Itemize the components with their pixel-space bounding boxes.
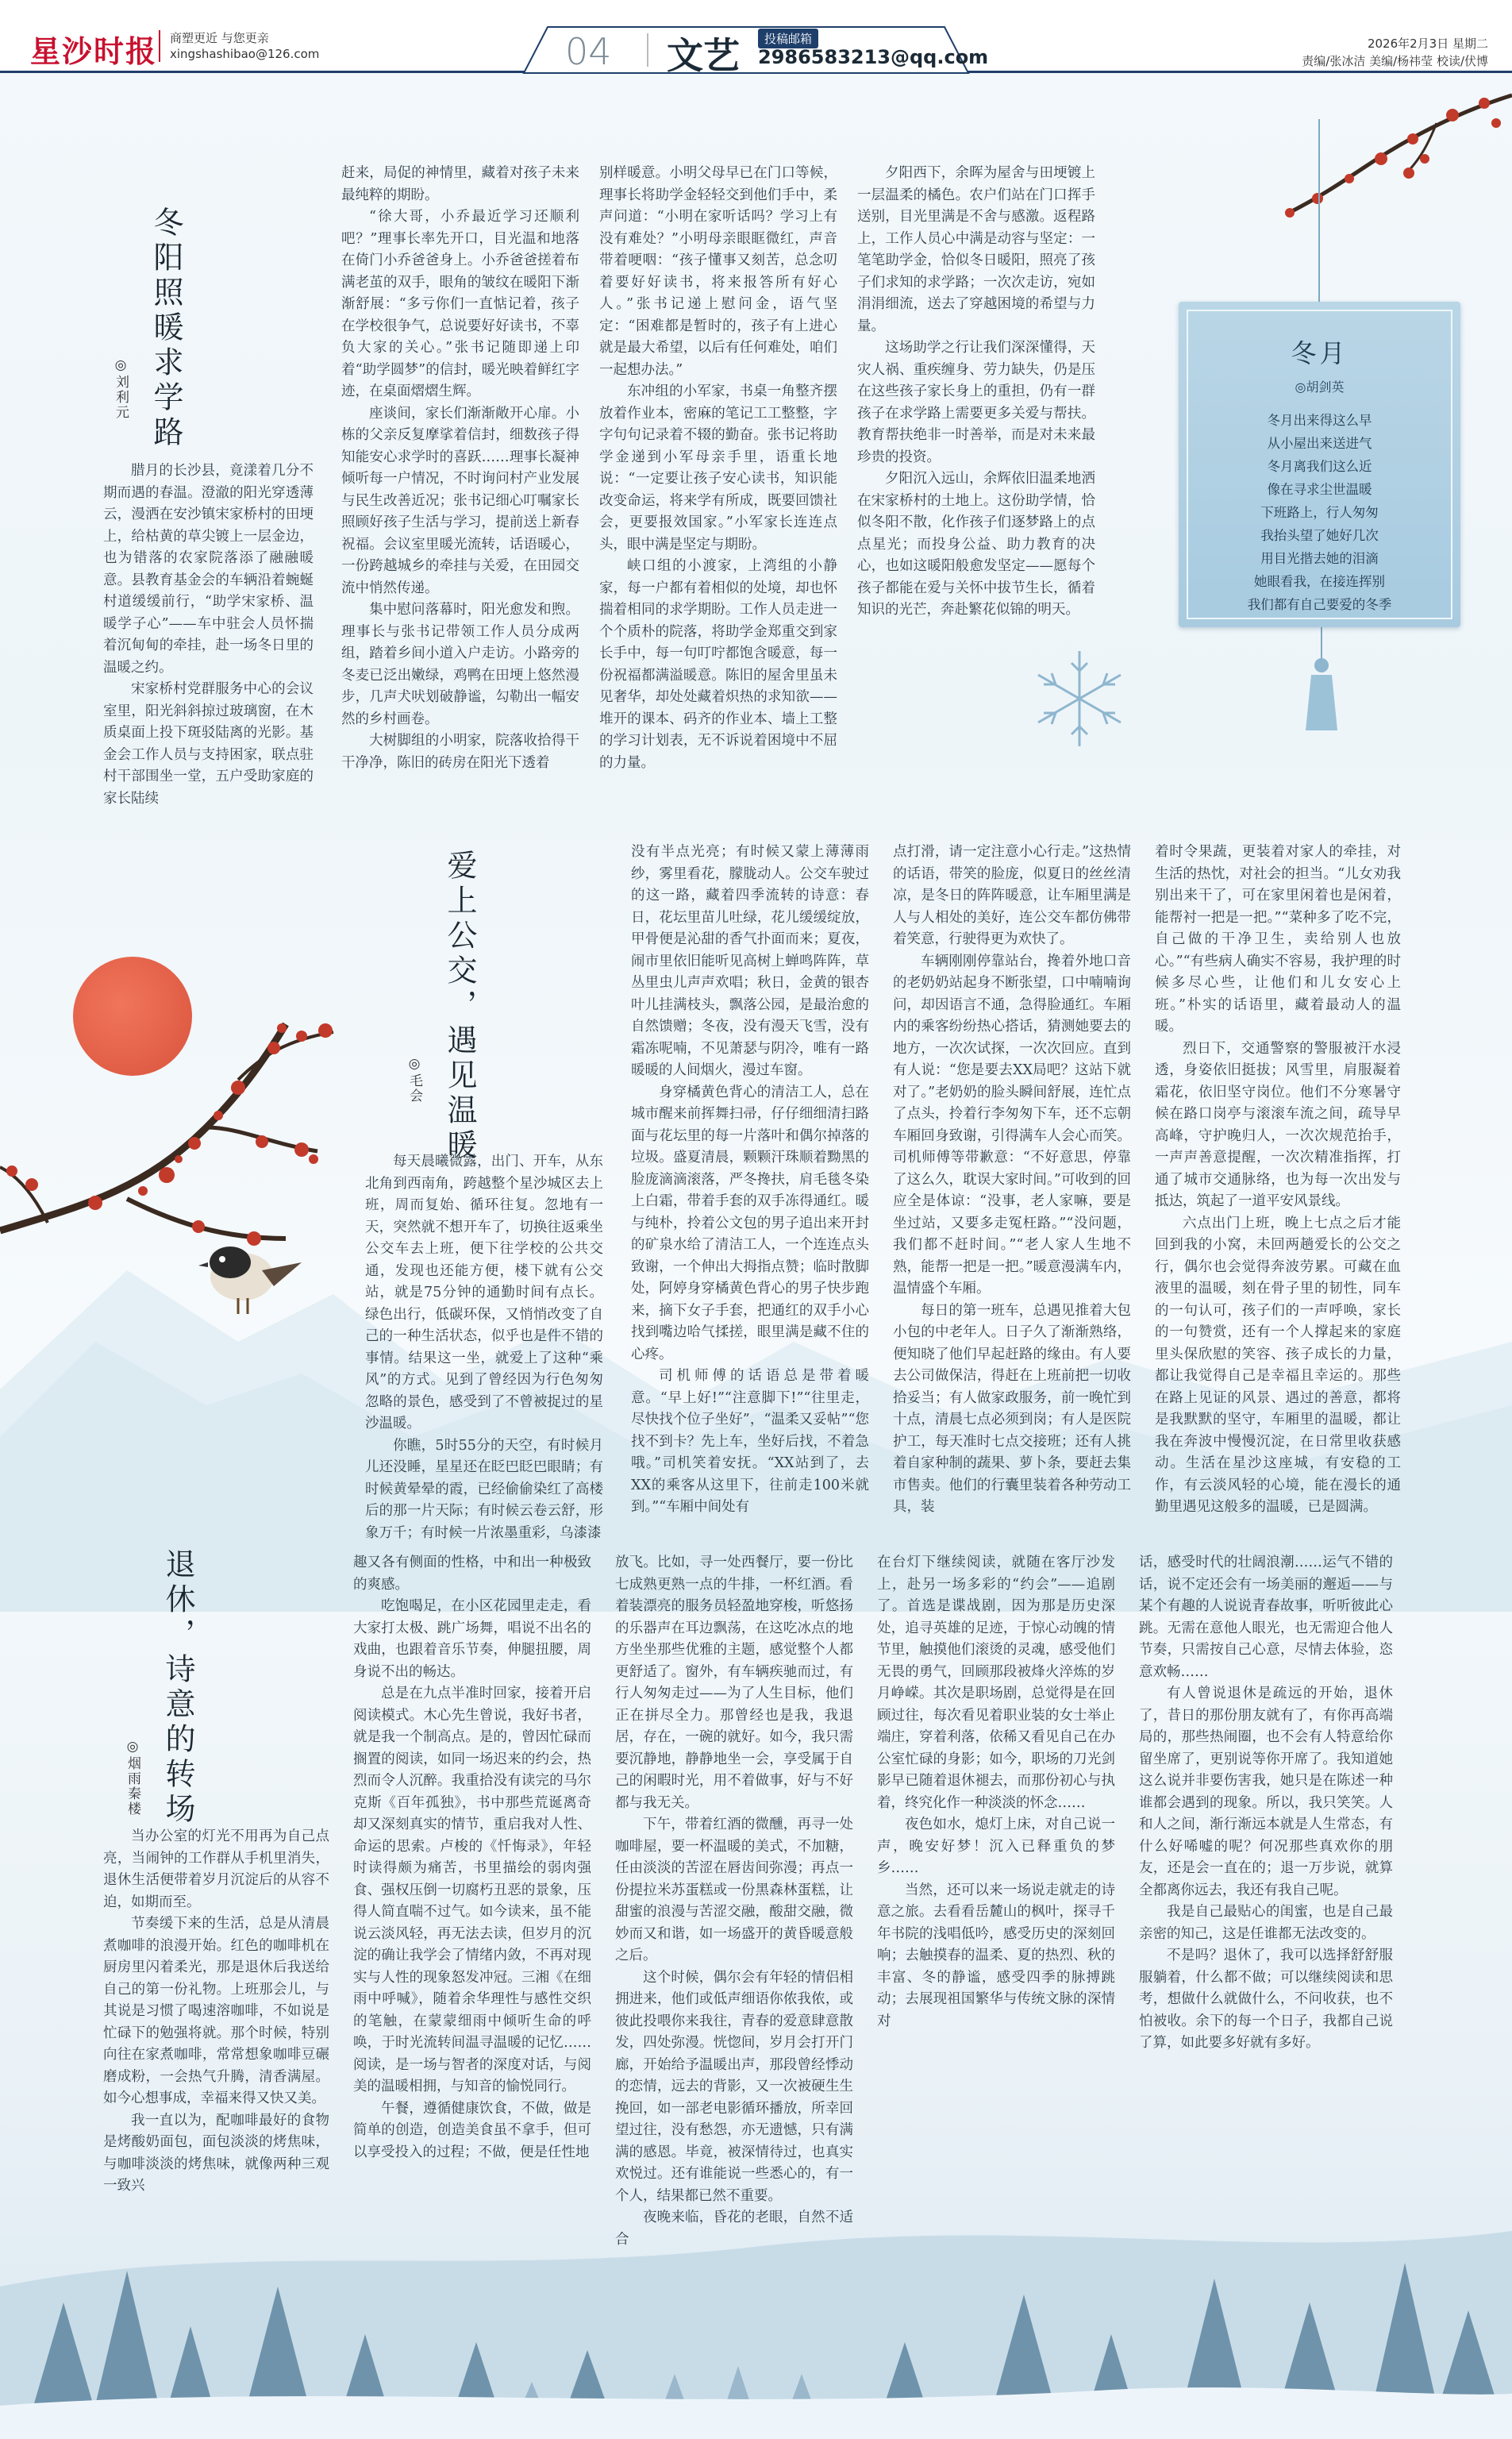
paragraph: 夕阳西下，余晖为屋舍与田埂镀上一层温柔的橘色。农户们站在门口挥手送别，目光里满是不舍与感激。返程路上，工作人员心中满是动容与坚定：一笔笔助学金，恰似冬日暖阳，照亮了孩子们求知的求学路；一次次走访，宛如涓涓细流，送去了穿越困境的希望与力量。 <box>857 165 1095 334</box>
article-column <box>353 1552 591 2239</box>
paragraph: 大树脚组的小明家，院落收拾得干干净净，陈旧的砖房在阳光下透着 <box>341 733 579 771</box>
article-author-bus: ◎毛会 <box>406 1056 422 1104</box>
poem-line: 冬月出来得这么早 <box>1267 413 1372 428</box>
article-title-retire: 退休，诗意的转场 <box>160 1548 195 1828</box>
article-column <box>341 163 579 786</box>
poem-line: 冬月离我们这么近 <box>1267 459 1372 474</box>
poem-line: 下班路上，行人匆匆 <box>1260 505 1379 520</box>
paragraph: 腊月的长沙县，竟漾着几分不期而遇的春温。澄澈的阳光穿透薄云，漫洒在安沙镇宋家桥村的田埂上，给枯黄的草尖镀上一层金边，也为错落的农家院落添了融融暖意。县教育基金会的车辆沿着蜿蜒村道缓缓前行，“助学宋家桥、温暖学子心”——车中驻会人员怀揣着沉甸甸的牵挂，赴一场冬日里的温暖之约。 <box>103 463 314 676</box>
plum-branch-bird <box>0 889 413 1366</box>
bird <box>198 1246 302 1314</box>
paragraph: 这个时候，偶尔会有年轻的情侣相拥进来，他们或低声细语你侬我侬，或彼此投喂你来我往，青春的爱意肆意散发，四处弥漫。恍惚间，岁月会打开门廊，开始给予温暖出声，那段曾经悸动的恋情，远去的背影，又一次被硬生生挽回，如一部老电影循环播放，所幸回望过往，没有愁怨，亦无遗憾，只有满满的感恩。毕竟，被深情待过，也真实欢悦过。还有谁能说一些悉心的，有一个人，结果都已然不重要。 <box>615 1969 853 2204</box>
section-title: 文艺 <box>667 34 740 77</box>
paragraph: 车辆刚刚停靠站台，搀着外地口音的老奶奶站起身不断张望，口中喃喃询问，却因语言不通，急得脸通红。车厢内的乘客纷纷热心搭话，猜测她要去的地方，一次次试探，一次次回应。直到有人说：“您是要去XX局吧？这站下就对了。”老奶奶的脸头瞬间舒展，连忙点了点头，拎着行李匆匆下车，还不忘朝车厢回身致谢，引得满车人会心而笑。司机师傅等带歉意：“不好意思，停靠了这么久，耽误大家时间。”可收到的回应全是体谅：“没事，老人家嘛，要是坐过站，又要多走冤枉路。”“没问题，我们都不赶时间。”“老人家人生地不熟，能帮一把是一把。”暖意漫满车内，温情盛个车厢。 <box>893 953 1131 1297</box>
paragraph: 宋家桥村党群服务中心的会议室里，阳光斜斜掠过玻璃窗，在木质桌面上投下斑驳陆离的光影。基金会工作人员与支持困家，联点驻村干部围坐一堂，五户受助家庭的家长陆续 <box>103 681 314 807</box>
article-column <box>615 1552 853 2248</box>
issue-info <box>1302 35 1488 70</box>
poem-line: 从小屋出来送进气 <box>1267 436 1372 451</box>
paragraph: 我是自己最贴心的闺蜜，也是自己最亲密的知己，这是任谁都无法改变的。 <box>1139 1904 1393 1942</box>
poem-line: 用目光揩去她的泪滴 <box>1260 551 1379 566</box>
paragraph: 夕阳沉入远山，余辉依旧温柔地洒在宋家桥村的土地上。这份助学情，恰似冬阳不散，化作孩子们逐梦路上的点点星光；而投身公益、助力教育的决心，也如这暖阳般愈发坚定——愿每个孩子都能在爱与关怀中拔节生长，循着知识的光芒，奔赴繁花似锦的明天。 <box>857 471 1095 618</box>
paragraph: 座谈间，家长们渐渐敞开心扉。小栋的父亲反复摩挲着信封，细数孩子得知能安心求学时的喜跃……理事长凝神倾听每一户情况，不时询问村产业发展与民生改善近况；张书记细心叮嘱家长照顾好孩子生活与学习，提前送上新春祝福。会议室里暖光流转，话语暖心，一份跨越城乡的牵挂与关爱，在田园交流中悄然传递。 <box>341 405 579 596</box>
paragraph: 下午，带着红酒的微醺，再寻一处咖啡屋，要一杯温暖的美式，不加糖，任由淡淡的苦涩在唇齿间弥漫；再点一份提拉米苏蛋糕或一份黑森林蛋糕，让甜蜜的浪漫与苦涩交融，酸甜交融，微妙而又和谐，如一场盛开的黄昏暖意般之后。 <box>615 1817 853 1963</box>
article-column <box>1155 842 1401 1532</box>
article-column <box>893 842 1131 1532</box>
paragraph: 司机师傅的话语总是带着暖意。“早上好!”“注意脚下!”“往里走，尽快找个位子坐好”，“温柔又妥帖”“您找不到卡？先上车，坐好后找，不着急哦。”司机笑着安抚。“XX站到了，去XX的乘客从这里下，往前走100米就到。”“车厢中间处有 <box>631 1368 869 1515</box>
slogan-line2: xingshashibao@126.com <box>170 47 320 61</box>
poem-line: 她眼看我，在接连挥别 <box>1254 574 1385 589</box>
paragraph: 总是在九点半准时回家，接着开启阅读模式。木心先生曾说，我好书者，就是我一个制高点。是的，曾因忙碌而搁置的阅读，如同一场迟来的约会，热烈而令人沉醉。我重拾没有读完的马尔克斯《百年孤独》，书中那些荒诞离奇却又深刻真实的情节，重启我对人性、命运的思索。卢梭的《忏悔录》，年轻时读得颇为痛苦，书里描绘的弱肉强食、强权压倒一切腐朽丑恶的景象，压得人简直喘不过气。如今读来，虽不能说云淡风轻，再无法去读，但岁月的沉淀的确让我学会了情绪内敛，不再对现实与人性的现象怒发冲冠。三湘《在细雨中呼喊》，随着余华理性与感性交织的笔触，在蒙蒙细雨中倾听生命的呼唤，于时光流转间温寻温暖的记忆……阅读，是一场与智者的深度对话，与阅美的温暖相拥，与知音的愉悦同行。 <box>353 1686 591 2094</box>
paragraph: 在台灯下继续阅读，就随在客厅沙发上，赴另一场多彩的“约会”——追剧了。首选是谍战剧，因为那是历史深处，追寻英雄的足迹，于惊心动魄的情节里，触摸他们滚烫的灵魂，感受他们无畏的勇气，回顾那段被烽火淬炼的岁月峥嵘。其次是职场剧，总觉得是在回顾过往，每次看见着职业装的女士举止端庄，穿着利落，依稀又看见自己在办公室忙碌的身影；如今，职场的刀光剑影早已随着退休褪去，而那份初心与执着，终究化作一种淡淡的怀念…… <box>877 1555 1115 1811</box>
paragraph: 夜晚来临，昏花的老眼，自然不适合 <box>615 2210 853 2248</box>
paragraph: 烈日下，交通警察的警服被汗水浸透，身姿依旧挺拔；风雪里，肩服凝着霜花，依旧坚守岗位。他们不分寒暑守候在路口岗亭与滚滚车流之间，疏导早高峰，守护晚归人，一次次规范抬手，一声声善意提醒，一次次精准指挥，打通了城市交通脉络，也为每一次出发与抵达，筑起了一道平安风景线。 <box>1155 1040 1401 1209</box>
article-title-bus: 爱上公交，遇见温暖 <box>442 850 477 1164</box>
poem-line: 像在寻求尘世温暖 <box>1267 482 1372 497</box>
paragraph: 当办公室的灯光不用再为自己点亮，当闹钟的工作群从手机里消失，退休生活便带着岁月沉淀后的从容不迫，如期而至。 <box>103 1828 329 1910</box>
paragraph: 我一直以为，配咖啡最好的食物是烤酸奶面包，面包淡淡的烤焦味，与咖啡淡淡的烤焦味，就像两种三观一致兴 <box>103 2112 329 2194</box>
paragraph: 峡口组的小渡家，上湾组的小静家，每一户都有着相似的处境，却也怀揣着相同的求学期盼。工作人员走进一个个质朴的院落，将助学金郑重交到家长手中，每一句叮咛都饱含暖意，每一份祝福都满溢暖意。陈旧的屋舍里虽未见奢华，却处处藏着炽热的求知欲——堆开的课本、码齐的作业本、墙上工整的学习计划表，无不诉说着困境中不屈的力量。 <box>599 558 837 771</box>
paragraph: 东冲组的小军家，书桌一角整齐摆放着作业本，密麻的笔记工工整整，字字句句记录着不辍的勤奋。张书记将助学金递到小军母亲手里，语重长地说：“一定要让孩子安心读书，知识能改变命运，将来学有所成，既要回馈社会，更要报效国家。”小军家长连连点头，眼中满是坚定与期盼。 <box>599 383 837 553</box>
paragraph: 午餐，遵循健康饮食，不做，做是简单的创造，创造美食虽不拿手，但可以享受投入的过程；不做，便是任性地 <box>353 2100 591 2160</box>
paragraph: 没有半点光亮；有时候又蒙上薄薄雨纱，雾里看花，朦胧动人。公交车驶过的这一路，藏着四季流转的诗意：春日，花坛里苗儿吐绿，花儿缓缓绽放，甲骨便是沁甜的香气扑面而来；夏夜，闹市里依旧能听见高树上蝉鸣阵阵，草丛里虫儿声声欢唱；秋日，金黄的银杏叶儿挂满枝头，飘落公园，是最治愈的自然馈赠；冬夜，没有漫天飞雪，没有霜冻呢喃，不见萧瑟与阴冷，唯有一路暖暖的人间烟火，漫过车窗。 <box>631 844 869 1078</box>
paragraph: 有人曾说退休是疏远的开始，退休了，昔日的那份朋友就有了，有你再高端局的，那些热闹圈，也不会有人特意给你留坐席了，更别说等你开席了。我知道她这么说并非要伤害我，她只是在陈述一种谁都会遇到的现象。所以，我只笑笑。人和人之间，渐行渐远本就是人生常态，有什么好唏嘘的呢？何况那些真欢你的朋友，还是会一直在的；退一万步说，就算全都离你远去，我还有我自己呢。 <box>1139 1686 1393 1898</box>
paragraph: 赶来，局促的神情里，藏着对孩子未来最纯粹的期盼。 <box>341 165 579 203</box>
paragraph: 别样暖意。小明父母早已在门口等候，理事长将助学金轻轻交到他们手中，柔声问道：“小明在家听话吗？学习上有没有难处？”小明母亲眼眶微红，声音带着哽咽：“孩子懂事又刻苦，总念叨着要好好读书，将来报答所有好心人。”张书记递上慰问金，语气坚定：“困难都是暂时的，孩子有上进心就是最大希望，以后有任何难处，咱们一起想办法。” <box>599 165 837 378</box>
paragraph: 放飞。比如，寻一处西餐厅，要一份比七成熟更熟一点的牛排，一杯红酒。看着装漂亮的服务员轻盈地穿梭，听悠扬的乐器声在耳边飘荡，在这吃冰点的地方坐坐那些优雅的主题，感觉整个人都更舒适了。窗外，有车辆疾驰而过，有行人匆匆走过——为了人生目标，他们正在拼尽全力。那曾经也是我，我退居，存在，一碗的就好。如今，我只需要沉静地，静静地坐一会，享受属于自己的闲暇时光，用不着做事，好与不好都与我无关。 <box>615 1555 853 1811</box>
plum-branch-top-right <box>1254 79 1512 230</box>
paragraph: 点打滑，请一定注意小心行走。”这热情的话语，带笑的脸庞，似夏日的丝丝清凉，是冬日的阵阵暖意，让车厢里满是人与人相处的美好，连公交车都仿佛带着笑意，行驶得更为欢快了。 <box>893 844 1131 947</box>
paragraph: 每日的第一班车，总遇见推着大包小包的中老年人。日子久了渐渐熟络，便知晓了他们早起赶路的缘由。有人要去公司做保洁，得赶在上班前把一切收拾妥当；有人做家政服务，前一晚忙到十点，清晨七点必须到岗；有人是医院护工，每天准时七点交接班；还有人挑着自家种制的蔬果、萝卜条，要赶去集市售卖。他们的行囊里装着各种劳动工具，装 <box>893 1302 1131 1515</box>
slogan-line1: 商塑更近 与您更亲 <box>170 31 269 45</box>
paragraph: 吃饱喝足，在小区花园里走走，看大家打太极、跳广场舞，唱说不出名的戏曲，也跟着音乐节奏，伸腿扭腰，周身说不出的畅达。 <box>353 1598 591 1680</box>
paragraph: 夜色如水，熄灯上床，对自己说一声，晚安好梦！沉入已释重负的梦乡…… <box>877 1817 1115 1876</box>
paragraph: 节奏缓下来的生活，总是从清晨煮咖啡的浪漫开始。红色的咖啡机在厨房里闪着柔光，那是退休后我送给自己的第一份礼物。上班那会儿，与其说是习惯了喝速溶咖啡，不如说是忙碌下的勉强将就。那个时候，特别向往在家煮咖啡，常常想象咖啡豆碾磨成粉，一会热气升腾，清香满屋。如今心想事成，幸福来得又快又美。 <box>103 1916 329 2106</box>
poem-line: 我们都有自己要爱的冬季 <box>1247 597 1392 612</box>
article-column <box>877 1552 1115 2239</box>
issue-editors: 责编/张冰洁 美编/杨祎莹 校读/伏博 <box>1302 54 1488 68</box>
paragraph: 着时令果蔬，更装着对家人的牵挂，对生活的热忱，对社会的担当。“儿女劝我别出来干了，可在家里闲着也是闲着，能帮衬一把是一把。”“菜种多了吃不完，自己做的干净卫生，卖给别人也放心。”“有些病人确实不容易，我护理的时候多尽心些，让他们和儿女安心上班。”朴实的话语里，藏着最动人的温暖。 <box>1155 844 1401 1035</box>
poem-card <box>1179 302 1460 627</box>
paragraph: 这场助学之行让我们深深懂得，天灾人祸、重疾缠身、劳力缺失，仍是压在这些孩子家长身上的重担，仍有一群孩子在求学路上需要更多关爱与帮扶。教育帮扶绝非一时善举，而是对未来最珍贵的投资。 <box>857 340 1095 465</box>
article-column <box>857 163 1095 639</box>
paragraph: 当然，还可以来一场说走就走的诗意之旅。去看看岳麓山的枫叶，探寻千年书院的浅唱低吟，感受历史的深刻回响；去触摸春的温柔、夏的热烈、秋的丰富、冬的静谧，感受四季的脉搏跳动；去展现祖国繁华与传统文脉的深情对 <box>877 1882 1115 2029</box>
submit-badge: 投稿邮箱 <box>758 29 818 48</box>
submit-email: 2986583213@qq.com <box>758 46 989 68</box>
article-author-winter-sun: ◎刘利元 <box>113 357 129 420</box>
article-column <box>103 460 314 807</box>
paragraph: 话，感受时代的壮阔浪潮……运气不错的话，说不定还会有一场美丽的邂逅——与某个有趣的人说说青春故事，听听彼此心跳。无需在意他人眼光，也无需迎合他人节奏，只需按自己心意，尽情去体验，恣意欢畅…… <box>1139 1555 1393 1680</box>
poem-author: ◎胡剑英 <box>1295 380 1345 395</box>
brand-divider <box>159 30 160 62</box>
snowflake-icon <box>1024 643 1135 754</box>
article-column <box>365 1151 603 1541</box>
paragraph: 每天晨曦微露，出门、开车，从东北角到西南角，跨越整个星沙城区去上班，周而复始、循环往复。忽地有一天，突然就不想开车了，切换往返乘坐公交车去上班，便下往学校的公共交通，发现也还能方便，楼下就有公交站，就是75分钟的通勤时间有点长。绿色出行，低碳环保，又悄悄改变了自己的一种生活状态，似乎也是件不错的事情。结果这一坐，就爱上了这种“乘风”的方式。见到了曾经因为行色匆匆忽略的景色，感受到了不曾被捉过的星沙温暖。 <box>365 1154 603 1431</box>
paragraph: 六点出门上班，晚上七点之后才能回到我的小窝，未回两趟爱长的公交之行，偶尔也会觉得奔波劳累。可藏在血液里的温暖，刻在骨子里的韧性，同车的一句认可，孩子们的一声呼唤，家长的一句赞赏，还有一个人撑起来的家庭里头保欣慰的笑容、孩子成长的力量，都让我觉得自己是幸福且幸运的。那些在路上见证的风景、遇过的善意，都将是我默默的坚守，车厢里的温暖，都让我在奔波中慢慢沉淀，在日常里收获感动。生活在星沙这座城，有安稳的工作，有云淡风轻的心境，能在漫长的通勤里遇见这般多的温暖，已是圆满。 <box>1155 1215 1401 1515</box>
paragraph: 趣又各有侧面的性格，中和出一种极致的爽感。 <box>353 1555 591 1593</box>
poem-line: 我抬头望了她好几次 <box>1260 528 1379 543</box>
masthead <box>0 0 1512 77</box>
paragraph: 你瞧，5时55分的天空，有时候月儿还没睡，星星还在眨巴眨巴眼睛；有时候黄晕晕的霞，已经偷偷染红了高楼后的那一片天际；有时候云卷云舒，形象万千；有时候一片浓墨重彩，乌漆漆 <box>365 1437 603 1541</box>
paragraph: “徐大哥，小乔最近学习还顺利吧？”理事长率先开口，目光温和地落在倚门小乔爸爸身上。小乔爸爸搓着布满老茧的双手，眼角的皱纹在暖阳下渐渐舒展：“多亏你们一直惦记着，孩子在学校很争气，总说要好好读书，不辜负大家的关心。”张书记随即递上印着“助学圆梦”的信封，暖光映着鲜红字迹，在桌面熠熠生辉。 <box>341 209 579 399</box>
poem-lines <box>1196 409 1443 616</box>
paragraph: 不是吗？退休了，我可以选择舒舒服服躺着，什么都不做；可以继续阅读和思考，想做什么就做什么，不问收获，也不怕被收。余下的每一个日子，我都自己说了算，如此要多好就有多好。 <box>1139 1948 1393 2051</box>
poem-title: 冬月 <box>1291 338 1348 368</box>
paragraph: 集中慰问落幕时，阳光愈发和煦。理事长与张书记带领工作人员分成两组，踏着乡间小道入户走访。小路旁的冬麦已泛出嫩绿，鸡鸭在田埂上悠然漫步，几声犬吠划破静谧，勾勒出一幅安然的乡村画卷。 <box>341 602 579 727</box>
page-number: 04 <box>565 30 612 73</box>
page-divider <box>647 33 648 67</box>
article-column <box>1139 1552 1393 2239</box>
article-column <box>631 842 869 1532</box>
poem-card-hanger <box>1303 119 1335 310</box>
article-column <box>103 1826 329 2239</box>
article-title-winter-sun: 冬阳照暖求学路 <box>148 206 183 451</box>
brand-logo: 星沙时报 <box>30 34 158 69</box>
poem-tassel <box>1294 627 1349 738</box>
slogan <box>170 30 319 62</box>
article-author-retire: ◎烟雨秦楼 <box>125 1739 140 1817</box>
issue-date: 2026年2月3日 星期二 <box>1367 37 1488 51</box>
paragraph: 身穿橘黄色背心的清洁工人，总在城市醒来前挥舞扫帚，仔仔细细清扫路面与花坛里的每一片落叶和偶尔掉落的垃圾。盛夏清晨，颗颗汗珠顺着黝黑的脸庞滴滴滚落，严冬搀扶，肩毛毯冬染上白霜，带着手套的双手冻得通红。暖与纯朴，拎着公文包的男子追出来开封的矿泉水给了清洁工人，一个连连点头致谢，一个伸出大拇指点赞；临时散脚处，阿婷身穿橘黄色背心的男子快步跑来，摘下女子手套，把通红的双手小心找到嘴边哈气揉搓，眼里满是藏不住的心疼。 <box>631 1084 869 1362</box>
article-column <box>599 163 837 786</box>
